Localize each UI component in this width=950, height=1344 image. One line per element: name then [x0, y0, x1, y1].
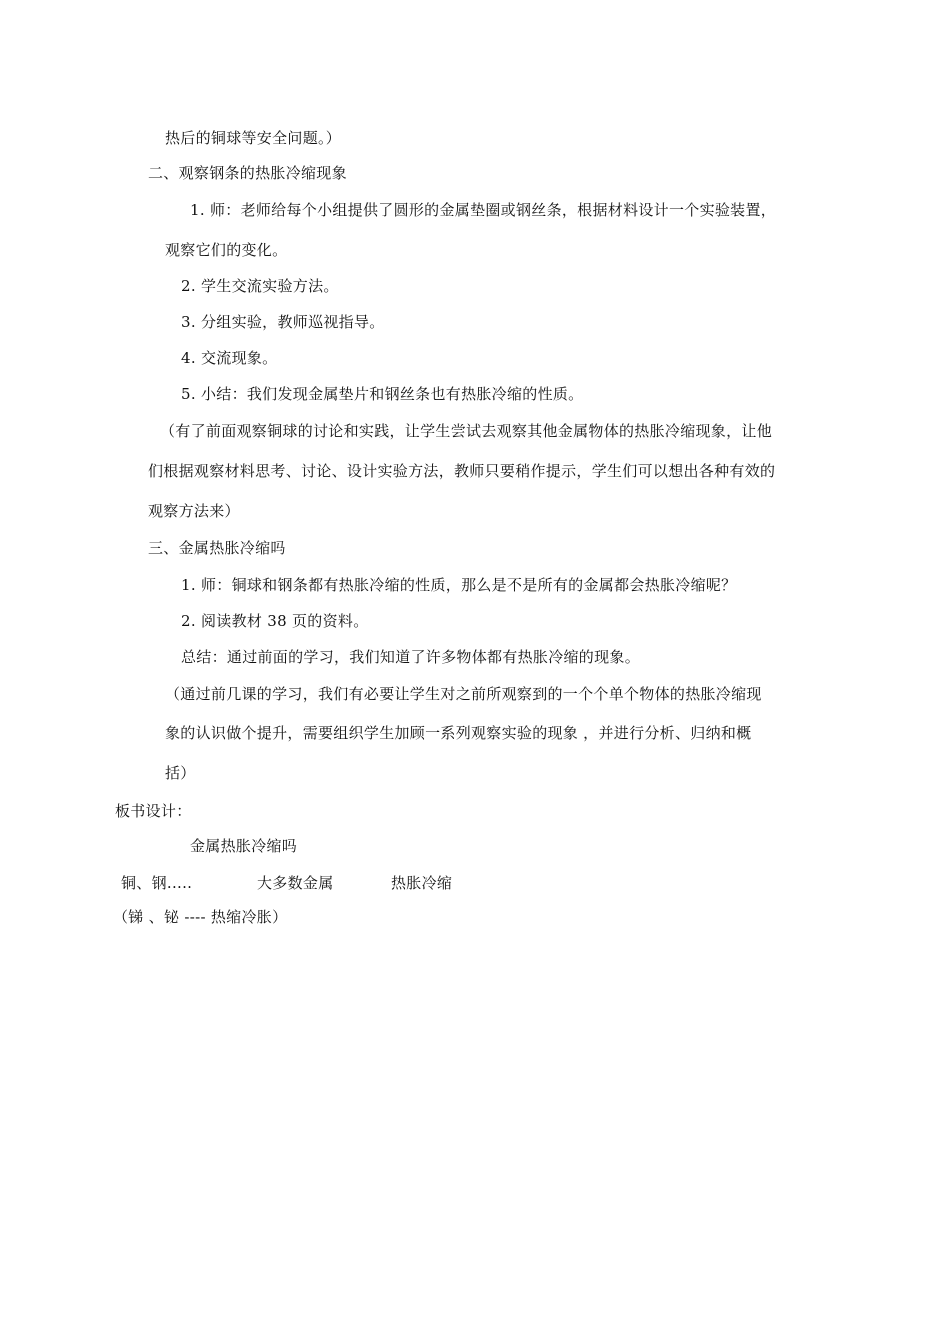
board-column-1: 铜、钢.....	[121, 874, 193, 892]
section-heading: 三、金属热胀冷缩吗	[148, 539, 286, 557]
list-item: 3. 分组实验，教师巡视指导。	[181, 313, 385, 331]
summary-line: 总结：通过前面的学习，我们知道了许多物体都有热胀冷缩的现象。	[181, 648, 641, 666]
board-design-heading: 板书设计：	[115, 802, 192, 820]
list-item: 2. 学生交流实验方法。	[181, 277, 339, 295]
paragraph-line: 观察方法来）	[148, 502, 240, 520]
list-item: 4. 交流现象。	[181, 349, 278, 367]
board-column-2: 大多数金属	[257, 874, 334, 892]
board-title: 金属热胀冷缩吗	[190, 837, 298, 855]
section-heading: 二、观察钢条的热胀冷缩现象	[148, 164, 347, 182]
board-column-3: 热胀冷缩	[391, 874, 453, 892]
paragraph-line: 括）	[165, 764, 196, 782]
board-note: （锑 、铋 ---- 热缩冷胀）	[113, 908, 288, 926]
paragraph-line: 观察它们的变化。	[165, 241, 288, 259]
list-item: 1. 师：铜球和钢条都有热胀冷缩的性质，那么是不是所有的金属都会热胀冷缩呢？	[181, 576, 737, 594]
list-item: 1. 师：老师给每个小组提供了圆形的金属垫圈或钢丝条，根据材料设计一个实验装置，	[190, 201, 777, 219]
paragraph-line: （有了前面观察铜球的讨论和实践，让学生尝试去观察其他金属物体的热胀冷缩现象，让他	[160, 422, 773, 440]
list-item: 2. 阅读教材 38 页的资料。	[181, 612, 369, 630]
list-item: 5. 小结：我们发现金属垫片和钢丝条也有热胀冷缩的性质。	[181, 385, 584, 403]
paragraph-line: （通过前几课的学习，我们有必要让学生对之前所观察到的一个个单个物体的热胀冷缩现	[165, 685, 762, 703]
paragraph-line: 们根据观察材料思考、讨论、设计实验方法，教师只要稍作提示，学生们可以想出各种有效的	[148, 462, 776, 480]
paragraph-line: 象的认识做个提升，需要组织学生加顾一系列观察实验的现象 ，并进行分析、归纳和概	[165, 724, 752, 742]
paragraph-line: 热后的铜球等安全问题。）	[165, 129, 342, 147]
